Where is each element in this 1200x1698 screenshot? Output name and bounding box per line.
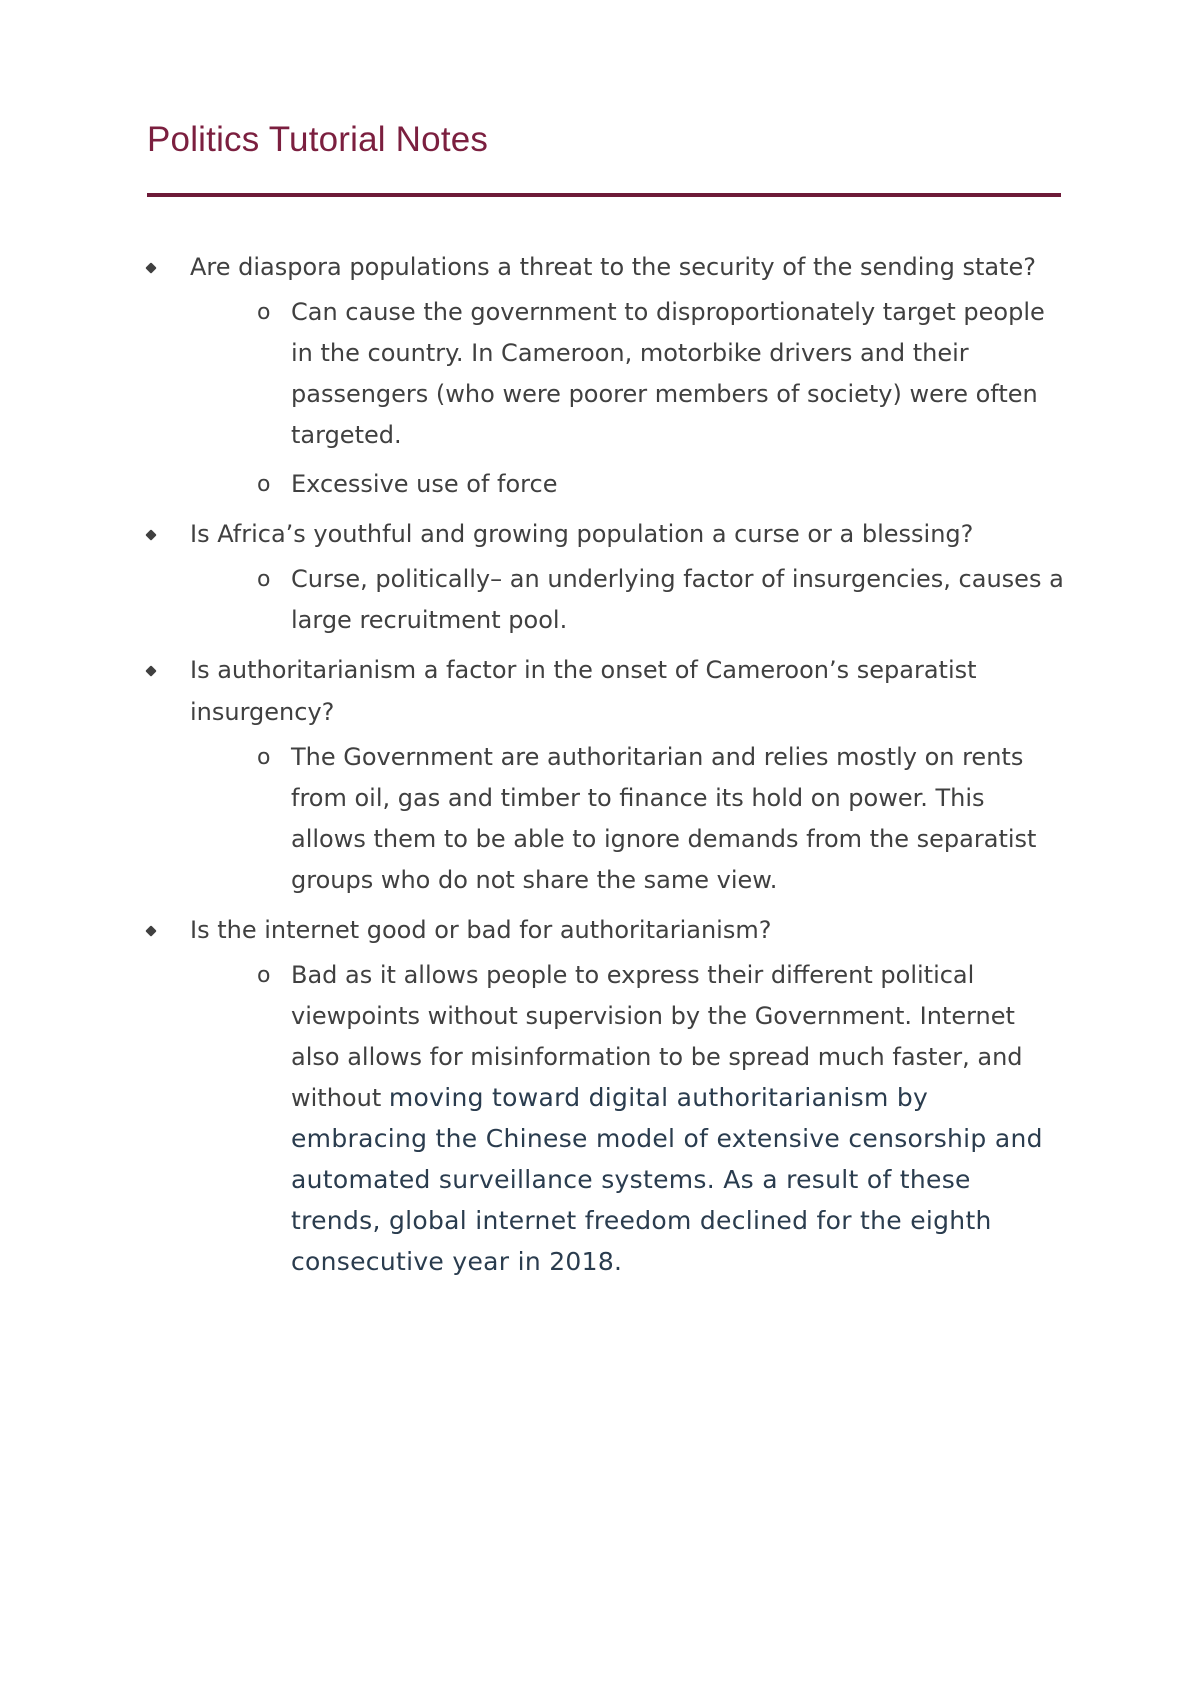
question-text: Is Africa’s youthful and growing population a curse or a blessing? <box>190 520 974 548</box>
page-title: Politics Tutorial Notes <box>147 120 489 159</box>
bullet-icon <box>145 925 156 936</box>
answer-item <box>257 292 1067 456</box>
question-text: Are diaspora populations a threat to the security of the sending state? <box>190 253 1036 281</box>
sub-bullet-icon: o <box>257 300 271 325</box>
notes-list <box>147 246 1067 1291</box>
question-item <box>147 513 1067 555</box>
sub-bullet-icon: o <box>257 472 271 497</box>
bullet-icon <box>145 262 156 273</box>
question-text: Is authoritarianism a factor in the onset of Cameroon’s separatist insurgency? <box>190 656 977 726</box>
answer-item <box>257 464 1067 505</box>
answer-item <box>257 559 1067 641</box>
sub-bullet-icon: o <box>257 963 271 988</box>
question-item <box>147 909 1067 951</box>
title-divider <box>147 193 1061 197</box>
answer-text: Excessive use of force <box>291 470 558 498</box>
question-item <box>147 246 1067 288</box>
answer-text: Can cause the government to disproportionately target people in the country. In Cameroon, motorbike drivers and their passengers (who were poorer members of society) were often targeted. <box>291 298 1045 449</box>
answer-item <box>257 737 1067 901</box>
answer-item <box>257 955 1067 1283</box>
quoted-text: moving toward digital authoritarianism by embracing the Chinese model of extensive censorship and automated surveillance systems. As a result of these trends, global internet freedom declined for the eighth consecutive year in 2018. <box>291 1083 1043 1276</box>
sub-bullet-icon: o <box>257 567 271 592</box>
sub-bullet-icon: o <box>257 745 271 770</box>
answer-text: Curse, politically– an underlying factor of insurgencies, causes a large recruitment pool. <box>291 565 1064 634</box>
question-text: Is the internet good or bad for authoritarianism? <box>190 916 772 944</box>
answer-text: Bad as it allows people to express their different political viewpoints without supervision by the Government. Internet also allows for misinformation to be spread much faster, and without <box>291 961 1023 1112</box>
bullet-icon <box>145 665 156 676</box>
answer-text: The Government are authoritarian and relies mostly on rents from oil, gas and timber to finance its hold on power. This allows them to be able to ignore demands from the separatist groups who do not share the same view. <box>291 743 1037 894</box>
question-item <box>147 649 1067 733</box>
bullet-icon <box>145 529 156 540</box>
